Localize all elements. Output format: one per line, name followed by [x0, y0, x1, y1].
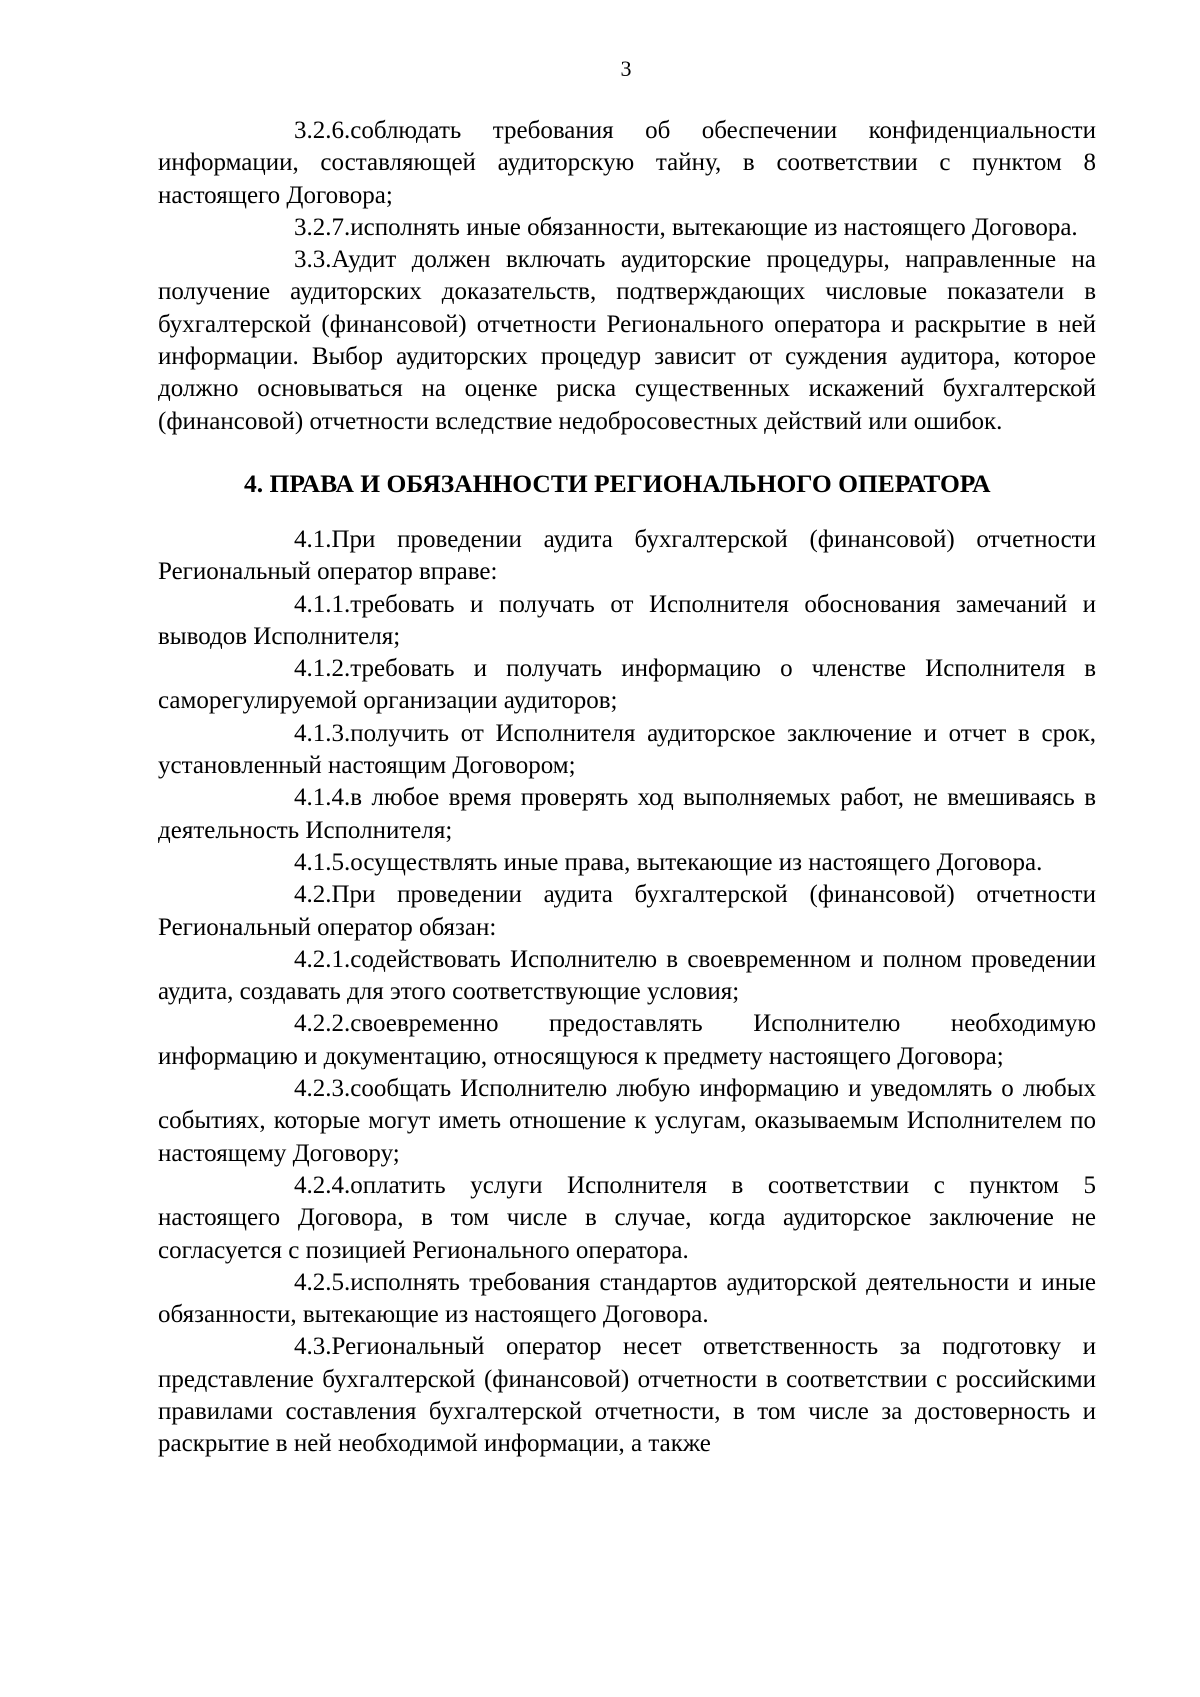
clause-text: оплатить услуги Исполнителя в соответствии с пунктом 5 настоящего Договора, в том числе в случае, когда аудиторское заключение не согласуется с позицией Регионального оператора.: [158, 1171, 1096, 1264]
clause-text: исполнять иные обязанности, вытекающие из настоящего Договора.: [350, 213, 1078, 241]
clause-number: 4.2.1.: [294, 945, 351, 973]
clause-number: 4.2.5.: [294, 1268, 351, 1296]
paragraph-4-1-5: [158, 847, 1096, 879]
paragraph-4-2-1: [158, 944, 1096, 1009]
clause-text: своевременно предоставлять Исполнителю необходимую информацию и документацию, относящуюся к предмету настоящего Договора;: [158, 1010, 1096, 1070]
clause-text: содействовать Исполнителю в своевременном и полном проведении аудита, создавать для этого соответствующие условия;: [158, 945, 1096, 1006]
clause-number: 3.3.: [294, 246, 332, 274]
clause-number: 4.2.2.: [294, 1010, 351, 1038]
clause-text: соблюдать требования об обеспечении конфиденциальности информации, составляющей аудиторскую тайну, в соответствии с пунктом 8 настоящего Договора;: [158, 117, 1096, 209]
clause-number: 3.2.7.: [294, 213, 351, 241]
paragraph-3-2-6: [158, 115, 1096, 212]
paragraph-4-2-2: [158, 1008, 1096, 1073]
clause-number: 4.1.4.: [294, 784, 351, 812]
clause-number: 3.2.6.: [294, 117, 351, 144]
clause-number: 4.2.: [294, 881, 332, 909]
clause-text: Аудит должен включать аудиторские процедуры, направленные на получение аудиторских доказательств, подтверждающих числовые показатели в бухгалтерской (финансовой) отчетности Регионального оператора и раскрытие в ней информации. Выбор аудиторских процедур зависит от суждения аудитора, которое должно основываться на оценке риска существенных искажений бухгалтерской (финансовой) отчетности вследствие недобросовестных действий или ошибок.: [158, 246, 1096, 435]
paragraph-3-2-7: [158, 212, 1096, 244]
clause-text: в любое время проверять ход выполняемых работ, не вмешиваясь в деятельность Исполнителя;: [158, 784, 1096, 844]
document-body: [158, 115, 1096, 1461]
paragraph-4-1: [158, 524, 1096, 589]
clause-number: 4.1.5.: [294, 848, 351, 876]
clause-number: 4.1.2.: [294, 655, 351, 683]
paragraph-4-1-3: [158, 718, 1096, 783]
clause-text: осуществлять иные права, вытекающие из настоящего Договора.: [350, 848, 1043, 876]
paragraph-4-1-1: [158, 589, 1096, 654]
clause-number: 4.1.: [294, 525, 332, 553]
paragraph-4-2: [158, 879, 1096, 944]
paragraph-4-2-4: [158, 1170, 1096, 1267]
clause-number: 4.3.: [294, 1333, 332, 1361]
clause-text: требовать и получать информацию о членстве Исполнителя в саморегулируемой организации аудиторов;: [158, 655, 1096, 715]
clause-text: Региональный оператор несет ответственность за подготовку и представление бухгалтерской (финансовой) отчетности в соответствии с российскими правилами составления бухгалтерской отчетности, в том числе за достоверность и раскрытие в ней необходимой информации, а также: [158, 1333, 1096, 1458]
paragraph-4-2-3: [158, 1073, 1096, 1170]
paragraph-4-3: [158, 1331, 1096, 1460]
paragraph-4-1-4: [158, 782, 1096, 847]
clause-text: требовать и получать от Исполнителя обоснования замечаний и выводов Исполнителя;: [158, 590, 1096, 650]
section-heading: 4. ПРАВА И ОБЯЗАННОСТИ РЕГИОНАЛЬНОГО ОПЕРАТОРА: [244, 468, 991, 498]
paragraph-4-2-5: [158, 1267, 1096, 1332]
clause-number: 4.2.4.: [294, 1171, 351, 1199]
clause-text: исполнять требования стандартов аудиторской деятельности и иные обязанности, вытекающие из настоящего Договора.: [158, 1268, 1096, 1329]
clause-text: сообщать Исполнителю любую информацию и уведомлять о любых событиях, которые могут иметь отношение к услугам, оказываемым Исполнителем по настоящему Договору;: [158, 1075, 1096, 1167]
clause-text: получить от Исполнителя аудиторское заключение и отчет в срок, установленный настоящим Договором;: [158, 719, 1096, 780]
clause-number: 4.1.1.: [294, 590, 351, 618]
clause-number: 4.1.3.: [294, 719, 351, 747]
paragraph-4-1-2: [158, 653, 1096, 718]
paragraph-3-3: [158, 244, 1096, 438]
clause-text: При проведении аудита бухгалтерской (финансовой) отчетности Региональный оператор вправе:: [158, 525, 1096, 586]
clause-text: При проведении аудита бухгалтерской (финансовой) отчетности Региональный оператор обязан:: [158, 881, 1096, 941]
page-number: 3: [620, 56, 632, 81]
clause-number: 4.2.3.: [294, 1075, 351, 1103]
